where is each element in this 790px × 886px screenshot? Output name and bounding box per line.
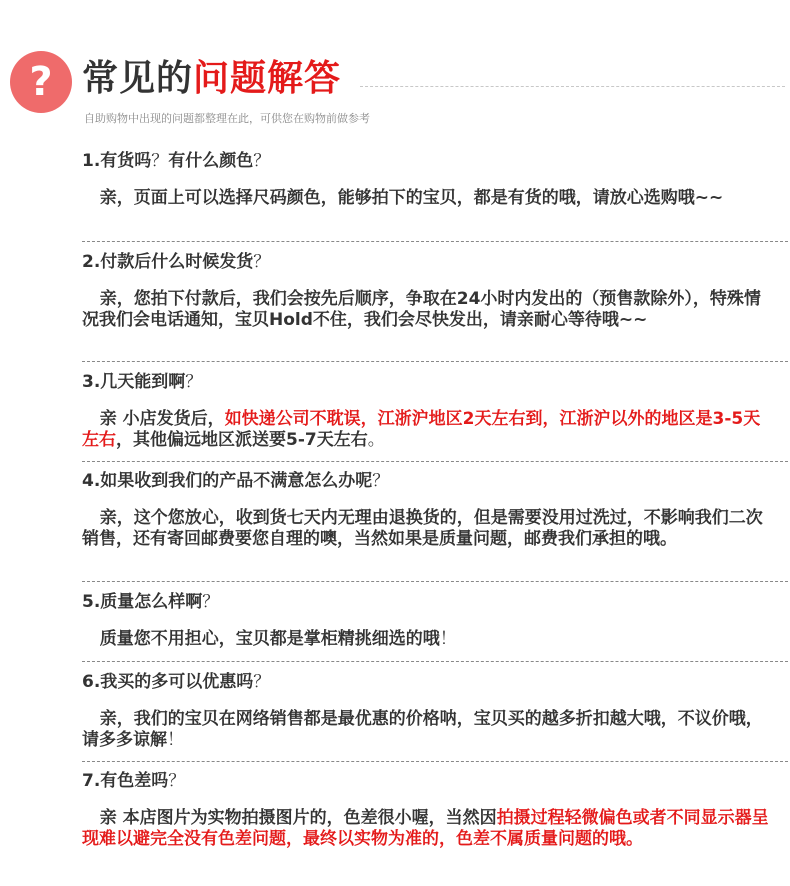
faq-item-2 — [82, 251, 772, 331]
answer-text: 亲 小店发货后， — [99, 409, 225, 429]
answer-text: 亲，我们的宝贝在网络销售都是最优惠的价格呐，宝贝买的越多折扣越大哦，不议价哦，请多多谅解 — [82, 709, 763, 750]
faq-divider — [82, 581, 788, 582]
page-title — [82, 56, 341, 102]
faq-question — [82, 770, 772, 792]
answer-text: 亲，这个您放心，收到货七天内无理由退换货的，但是需要没用过洗过，不影响我们二次销售，还有寄回邮费要您自理的噢，当然如果是质量问题，邮费我们承担的哦。 — [82, 508, 763, 549]
title-dark-part: 常见的 — [82, 58, 194, 99]
question-mark: ？ — [185, 372, 203, 392]
faq-divider — [82, 361, 788, 362]
faq-answer — [82, 808, 772, 850]
faq-divider — [82, 241, 788, 242]
question-text: 5.质量怎么样啊 — [82, 592, 203, 612]
faq-answer — [82, 289, 772, 331]
answer-text-2: ，其他偏远地区派送要5-7天左右 — [116, 430, 368, 450]
answer-end: ！ — [439, 629, 457, 649]
answer-highlight: 如快递公司不耽误，江浙沪地区2天左右到，江浙沪以外的地区是3-5天左右 — [82, 409, 761, 450]
answer-text: 亲 本店图片为实物拍摄图片的，色差很小喔，当然因 — [99, 808, 497, 828]
question-mark-icon: ? — [10, 51, 72, 113]
faq-answer — [82, 508, 772, 550]
title-red-part: 问题解答 — [193, 58, 342, 99]
question-text: 1.有货吗 — [82, 151, 152, 171]
answer-end: 。 — [367, 430, 385, 450]
question-text: 7.有色差吗 — [82, 771, 169, 791]
question-text: 6.我买的多可以优惠吗 — [82, 672, 254, 692]
faq-question — [82, 671, 772, 693]
page-subtitle: 自助购物中出现的问题都整理在此，可供您在购物前做参考 — [84, 112, 370, 125]
faq-divider — [82, 761, 788, 762]
faq-question — [82, 591, 772, 613]
faq-divider — [82, 461, 788, 462]
question-text: 3.几天能到啊 — [82, 372, 186, 392]
answer-text: 质量您不用担心，宝贝都是掌柜精挑细选的哦 — [99, 629, 440, 649]
question-mark: ？ — [151, 151, 169, 171]
question-text: 2.付款后什么时候发货 — [82, 252, 254, 272]
question-mark: ？ — [253, 672, 271, 692]
faq-item-7 — [82, 770, 772, 850]
question-mark: ？ — [372, 471, 390, 491]
faq-answer — [82, 709, 772, 751]
faq-header — [0, 0, 790, 140]
faq-question — [82, 371, 772, 393]
question-text-2: 有什么颜色 — [168, 151, 254, 171]
answer-highlight: 拍摄过程轻微偏色或者不同显示器呈现难以避完全没有色差问题，最终以实物为准的，色差不属质量问题的哦。 — [82, 808, 769, 849]
question-mark: ？ — [202, 592, 220, 612]
title-divider — [360, 86, 785, 87]
faq-divider — [82, 661, 788, 662]
faq-question — [82, 251, 772, 273]
faq-question — [82, 470, 772, 492]
faq-question — [82, 150, 772, 172]
answer-end: ！ — [167, 730, 184, 750]
answer-text: 亲，您拍下付款后，我们会按先后顺序，争取在24小时内发出的（预售款除外），特殊情况我们会电话通知，宝贝Hold不住，我们会尽快发出，请亲耐心等待哦~~ — [82, 289, 761, 330]
faq-item-1 — [82, 150, 772, 209]
faq-item-5 — [82, 591, 772, 650]
faq-item-4 — [82, 470, 772, 550]
question-mark: ？ — [168, 771, 186, 791]
question-text: 4.如果收到我们的产品不满意怎么办呢 — [82, 471, 373, 491]
faq-answer — [82, 188, 772, 209]
faq-item-3 — [82, 371, 772, 451]
faq-answer — [82, 629, 772, 650]
question-mark: ？ — [253, 252, 271, 272]
faq-answer — [82, 409, 772, 451]
answer-text: 亲，页面上可以选择尺码颜色，能够拍下的宝贝，都是有货的哦，请放心选购哦~~ — [99, 188, 724, 208]
faq-item-6 — [82, 671, 772, 751]
question-mark-2: ？ — [253, 151, 271, 171]
